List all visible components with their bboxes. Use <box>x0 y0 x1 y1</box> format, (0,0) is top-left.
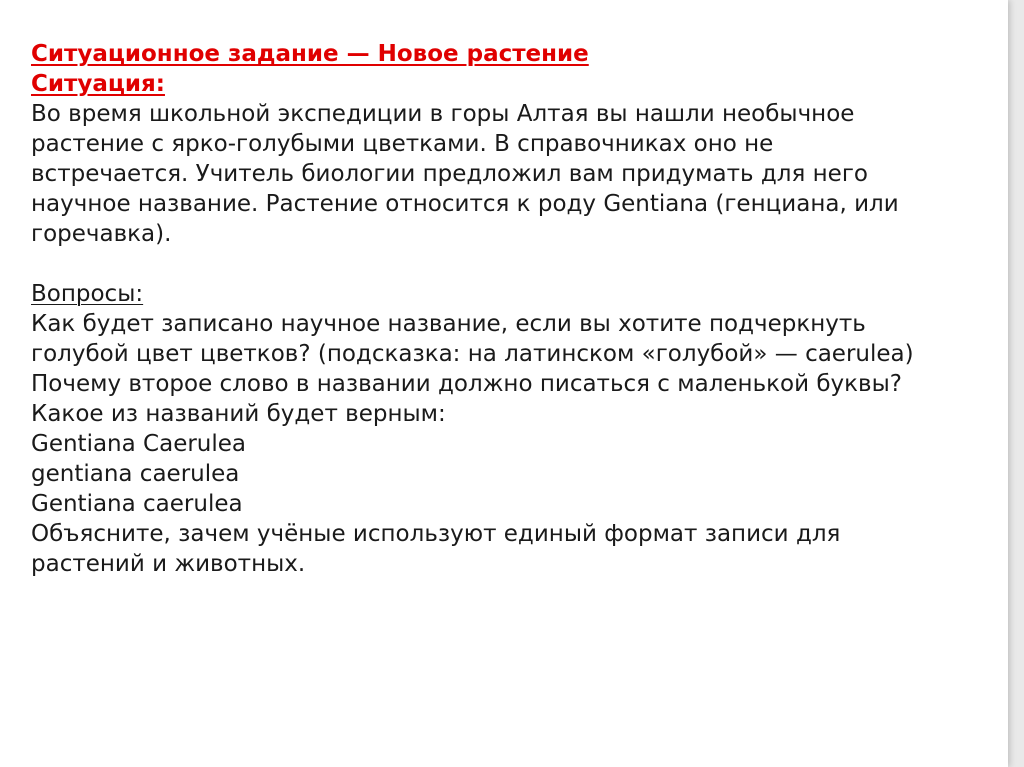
situation-line: горечавка). <box>31 221 172 247</box>
task-title: Ситуационное задание — Новое растение <box>31 41 589 67</box>
name-option: Gentiana caerulea <box>31 491 243 517</box>
name-option: gentiana caerulea <box>31 461 240 487</box>
situation-line: научное название. Растение относится к роду Gentiana (генциана, или <box>31 191 899 217</box>
closing-line: Объясните, зачем учёные используют единый формат записи для <box>31 521 841 547</box>
situation-heading: Ситуация: <box>31 71 165 97</box>
situation-line: встречается. Учитель биологии предложил вам придумать для него <box>31 161 868 187</box>
slide-content <box>31 39 1001 579</box>
closing-line: растений и животных. <box>31 551 306 577</box>
question-line: голубой цвет цветков? (подсказка: на латинском «голубой» — caerulea) <box>31 341 914 367</box>
name-option: Gentiana Caerulea <box>31 431 247 457</box>
question-line: Почему второе слово в названии должно писаться с маленькой буквы? <box>31 371 902 397</box>
paragraph-spacer <box>31 249 1001 279</box>
situation-line: растение с ярко-голубыми цветками. В справочниках оно не <box>31 131 774 157</box>
question-line: Как будет записано научное название, если вы хотите подчеркнуть <box>31 311 866 337</box>
questions-heading: Вопросы: <box>31 281 144 307</box>
question-line: Какое из названий будет верным: <box>31 401 446 427</box>
situation-line: Во время школьной экспедиции в горы Алтая вы нашли необычное <box>31 101 855 127</box>
